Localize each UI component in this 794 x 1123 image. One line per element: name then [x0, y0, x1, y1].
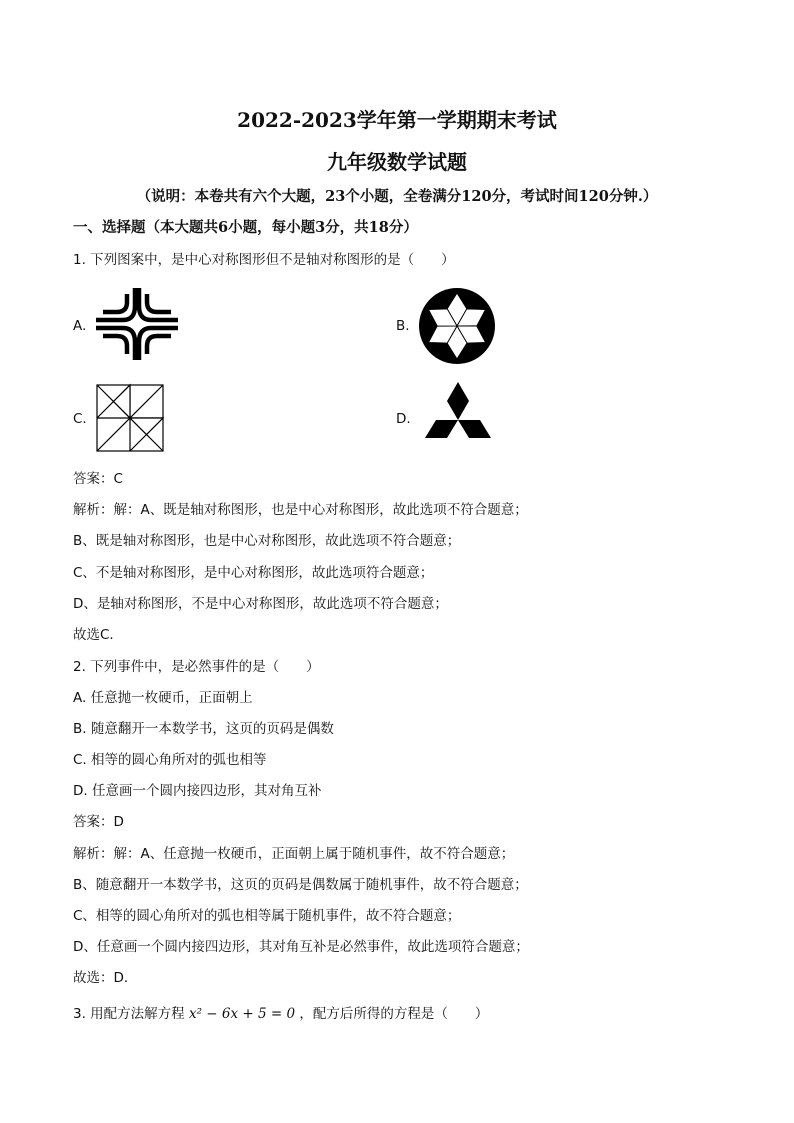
- q1-option-b-label: B.: [396, 318, 410, 334]
- question-2-stem: 2. 下列事件中，是必然事件的是（ ）: [73, 659, 320, 675]
- q3-stem-prefix: 3. 用配方法解方程: [73, 1006, 185, 1022]
- question-1-stem: 1. 下列图案中，是中心对称图形但不是轴对称图形的是（ ）: [73, 252, 455, 268]
- q2-analysis-line-3: C、相等的圆心角所对的弧也相等属于随机事件，故不符合题意；: [73, 908, 461, 924]
- q1-analysis-line-5: 故选C．: [73, 627, 123, 643]
- q1-option-c-figure: [94, 382, 166, 454]
- q1-analysis-line-2: B、既是轴对称图形，也是中心对称图形，故此选项不符合题意；: [73, 533, 461, 549]
- q2-analysis-line-5: 故选：D．: [73, 970, 138, 986]
- q1-analysis-line-4: D、是轴对称图形，不是中心对称图形，故此选项不符合题意；: [73, 596, 448, 612]
- q1-analysis-line-3: C、不是轴对称图形，是中心对称图形，故此选项符合题意；: [73, 565, 434, 581]
- q1-option-a-figure: [93, 284, 181, 364]
- q1-answer: 答案：C: [73, 471, 123, 487]
- exam-title: 2022-2023学年第一学期期末考试: [237, 108, 557, 132]
- q2-option-d: D. 任意画一个圆内接四边形，其对角互补: [73, 783, 322, 799]
- q2-analysis-line-4: D、任意画一个圆内接四边形，其对角互补是必然事件，故此选项符合题意；: [73, 939, 529, 955]
- section-heading: 一、选择题（本大题共6小题，每小题3分，共18分）: [73, 219, 418, 236]
- q3-stem-suffix: ，配方后所得的方程是（ ）: [299, 1006, 489, 1022]
- q2-answer: 答案：D: [73, 814, 124, 830]
- q2-analysis-line-2: B、随意翻开一本数学书，这页的页码是偶数属于随机事件，故不符合题意；: [73, 877, 528, 893]
- q1-option-d-figure: [418, 380, 498, 456]
- q1-option-d-label: D.: [396, 411, 411, 427]
- exam-subtitle: 九年级数学试题: [327, 150, 467, 174]
- exam-note: （说明：本卷共有六个大题，23个小题，全卷满分120分，考试时间120分钟.）: [136, 188, 658, 205]
- q1-option-a-label: A.: [73, 318, 87, 334]
- q1-analysis-line-1: 解析：解：A、既是轴对称图形，也是中心对称图形，故此选项不符合题意；: [73, 502, 528, 518]
- q2-analysis-line-1: 解析：解：A、任意抛一枚硬币，正面朝上属于随机事件，故不符合题意；: [73, 846, 515, 862]
- q2-option-a: A. 任意抛一枚硬币，正面朝上: [73, 690, 253, 706]
- q1-option-c-label: C.: [73, 411, 87, 427]
- question-3-stem: [73, 1002, 488, 1022]
- q2-option-c: C. 相等的圆心角所对的弧也相等: [73, 752, 267, 768]
- q2-option-b: B. 随意翻开一本数学书，这页的页码是偶数: [73, 721, 334, 737]
- q1-option-b-figure: [418, 287, 496, 365]
- q3-equation: x² − 6x + 5 = 0: [188, 1006, 296, 1022]
